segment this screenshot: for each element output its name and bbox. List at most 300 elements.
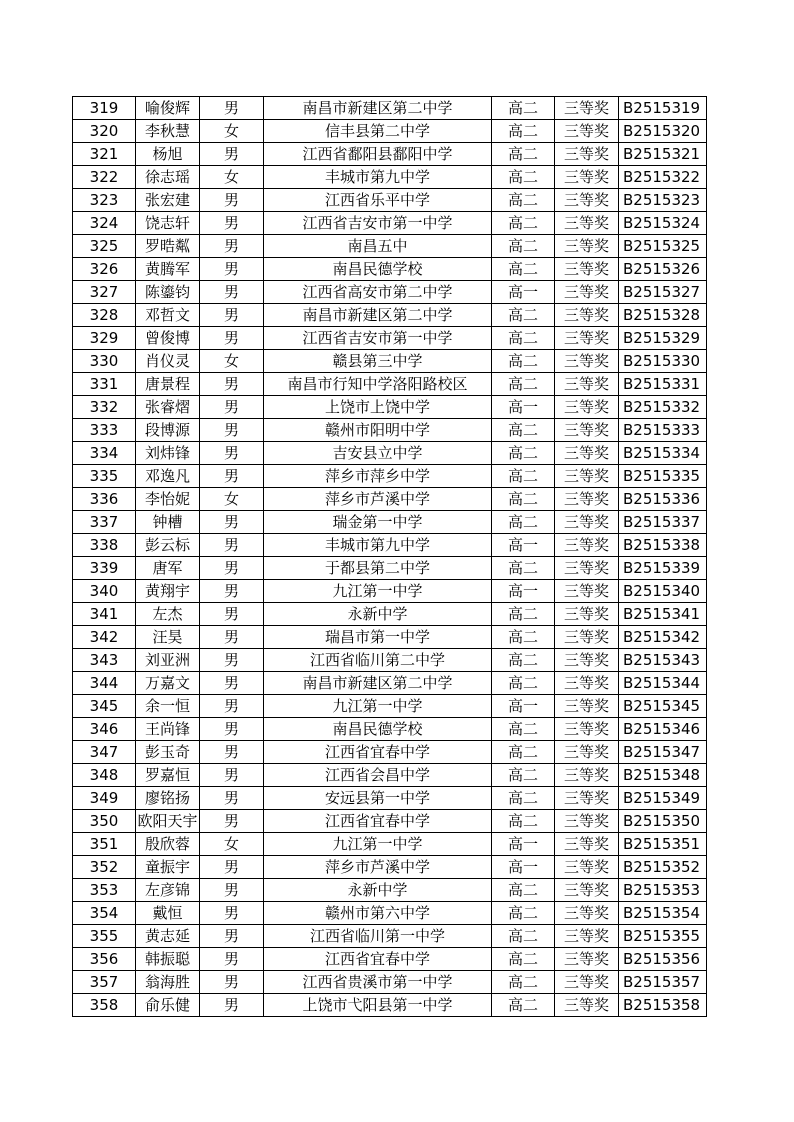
cell-rank: 331 [73, 373, 136, 396]
cell-rank: 342 [73, 626, 136, 649]
cell-gender: 男 [200, 304, 264, 327]
cell-gender: 男 [200, 695, 264, 718]
cell-cert: B2515322 [619, 166, 707, 189]
cell-rank: 357 [73, 971, 136, 994]
cell-school: 江西省会昌中学 [264, 764, 492, 787]
cell-cert: B2515329 [619, 327, 707, 350]
cell-cert: B2515331 [619, 373, 707, 396]
cell-gender: 男 [200, 511, 264, 534]
cell-school: 南昌民德学校 [264, 258, 492, 281]
cell-gender: 男 [200, 787, 264, 810]
cell-school: 九江第一中学 [264, 833, 492, 856]
cell-cert: B2515330 [619, 350, 707, 373]
cell-name: 李秋慧 [136, 120, 200, 143]
cell-cert: B2515344 [619, 672, 707, 695]
cell-grade: 高二 [492, 879, 555, 902]
cell-gender: 男 [200, 580, 264, 603]
table-row [73, 97, 707, 120]
cell-rank: 332 [73, 396, 136, 419]
cell-grade: 高二 [492, 718, 555, 741]
cell-name: 俞乐健 [136, 994, 200, 1017]
cell-award: 三等奖 [555, 695, 619, 718]
cell-name: 喻俊辉 [136, 97, 200, 120]
cell-cert: B2515357 [619, 971, 707, 994]
table-row [73, 787, 707, 810]
table-row [73, 695, 707, 718]
cell-school: 江西省乐平中学 [264, 189, 492, 212]
table-row [73, 925, 707, 948]
cell-cert: B2515325 [619, 235, 707, 258]
cell-cert: B2515332 [619, 396, 707, 419]
cell-name: 韩振聪 [136, 948, 200, 971]
cell-gender: 男 [200, 442, 264, 465]
cell-rank: 354 [73, 902, 136, 925]
cell-grade: 高二 [492, 97, 555, 120]
cell-school: 江西省贵溪市第一中学 [264, 971, 492, 994]
cell-grade: 高二 [492, 557, 555, 580]
cell-grade: 高二 [492, 143, 555, 166]
cell-rank: 335 [73, 465, 136, 488]
cell-rank: 341 [73, 603, 136, 626]
cell-award: 三等奖 [555, 741, 619, 764]
cell-name: 汪昊 [136, 626, 200, 649]
cell-cert: B2515354 [619, 902, 707, 925]
cell-grade: 高二 [492, 511, 555, 534]
cell-name: 黄志延 [136, 925, 200, 948]
cell-award: 三等奖 [555, 787, 619, 810]
cell-gender: 女 [200, 120, 264, 143]
cell-award: 三等奖 [555, 718, 619, 741]
cell-gender: 男 [200, 235, 264, 258]
cell-rank: 336 [73, 488, 136, 511]
cell-rank: 324 [73, 212, 136, 235]
cell-gender: 男 [200, 718, 264, 741]
cell-cert: B2515335 [619, 465, 707, 488]
cell-award: 三等奖 [555, 626, 619, 649]
cell-gender: 男 [200, 373, 264, 396]
cell-rank: 337 [73, 511, 136, 534]
cell-school: 九江第一中学 [264, 695, 492, 718]
table-row [73, 189, 707, 212]
cell-name: 余一恒 [136, 695, 200, 718]
cell-school: 赣州市第六中学 [264, 902, 492, 925]
cell-rank: 326 [73, 258, 136, 281]
cell-grade: 高一 [492, 580, 555, 603]
cell-award: 三等奖 [555, 396, 619, 419]
cell-gender: 男 [200, 97, 264, 120]
cell-gender: 男 [200, 971, 264, 994]
cell-gender: 男 [200, 281, 264, 304]
cell-cert: B2515340 [619, 580, 707, 603]
cell-award: 三等奖 [555, 511, 619, 534]
cell-school: 江西省吉安市第一中学 [264, 327, 492, 350]
cell-rank: 348 [73, 764, 136, 787]
cell-grade: 高二 [492, 465, 555, 488]
cell-award: 三等奖 [555, 672, 619, 695]
cell-name: 唐军 [136, 557, 200, 580]
cell-rank: 346 [73, 718, 136, 741]
cell-gender: 男 [200, 534, 264, 557]
awards-table-body [73, 97, 707, 1017]
cell-gender: 男 [200, 189, 264, 212]
cell-school: 信丰县第二中学 [264, 120, 492, 143]
table-row [73, 810, 707, 833]
cell-cert: B2515324 [619, 212, 707, 235]
cell-cert: B2515321 [619, 143, 707, 166]
cell-award: 三等奖 [555, 994, 619, 1017]
cell-rank: 353 [73, 879, 136, 902]
table-row [73, 396, 707, 419]
cell-name: 徐志瑶 [136, 166, 200, 189]
cell-school: 南昌市新建区第二中学 [264, 672, 492, 695]
cell-gender: 男 [200, 810, 264, 833]
cell-cert: B2515351 [619, 833, 707, 856]
cell-cert: B2515319 [619, 97, 707, 120]
cell-name: 饶志轩 [136, 212, 200, 235]
table-row [73, 212, 707, 235]
cell-school: 永新中学 [264, 879, 492, 902]
cell-grade: 高二 [492, 258, 555, 281]
cell-grade: 高二 [492, 925, 555, 948]
cell-cert: B2515345 [619, 695, 707, 718]
cell-grade: 高一 [492, 833, 555, 856]
cell-award: 三等奖 [555, 166, 619, 189]
cell-grade: 高二 [492, 626, 555, 649]
cell-name: 罗嘉恒 [136, 764, 200, 787]
table-row [73, 511, 707, 534]
table-row [73, 258, 707, 281]
cell-rank: 323 [73, 189, 136, 212]
cell-cert: B2515342 [619, 626, 707, 649]
cell-cert: B2515336 [619, 488, 707, 511]
cell-rank: 330 [73, 350, 136, 373]
cell-gender: 男 [200, 879, 264, 902]
cell-gender: 男 [200, 465, 264, 488]
cell-name: 刘亚洲 [136, 649, 200, 672]
table-row [73, 718, 707, 741]
cell-award: 三等奖 [555, 534, 619, 557]
cell-rank: 329 [73, 327, 136, 350]
cell-grade: 高一 [492, 695, 555, 718]
cell-school: 萍乡市芦溪中学 [264, 488, 492, 511]
cell-name: 彭玉奇 [136, 741, 200, 764]
cell-name: 彭云标 [136, 534, 200, 557]
table-row [73, 235, 707, 258]
cell-name: 张睿熠 [136, 396, 200, 419]
table-row [73, 327, 707, 350]
cell-grade: 高二 [492, 212, 555, 235]
cell-grade: 高二 [492, 902, 555, 925]
table-row [73, 534, 707, 557]
table-row [73, 649, 707, 672]
table-row [73, 971, 707, 994]
cell-gender: 男 [200, 948, 264, 971]
cell-gender: 男 [200, 741, 264, 764]
cell-award: 三等奖 [555, 925, 619, 948]
cell-name: 黄翔宇 [136, 580, 200, 603]
cell-grade: 高二 [492, 603, 555, 626]
cell-cert: B2515347 [619, 741, 707, 764]
cell-grade: 高一 [492, 856, 555, 879]
cell-school: 萍乡市芦溪中学 [264, 856, 492, 879]
cell-school: 丰城市第九中学 [264, 534, 492, 557]
table-row [73, 304, 707, 327]
cell-school: 江西省宜春中学 [264, 741, 492, 764]
cell-gender: 男 [200, 626, 264, 649]
cell-name: 邓哲文 [136, 304, 200, 327]
table-row [73, 902, 707, 925]
cell-award: 三等奖 [555, 442, 619, 465]
cell-rank: 343 [73, 649, 136, 672]
cell-school: 南昌五中 [264, 235, 492, 258]
cell-gender: 男 [200, 764, 264, 787]
cell-award: 三等奖 [555, 419, 619, 442]
cell-grade: 高二 [492, 741, 555, 764]
cell-school: 江西省宜春中学 [264, 948, 492, 971]
cell-grade: 高二 [492, 419, 555, 442]
cell-rank: 344 [73, 672, 136, 695]
cell-grade: 高二 [492, 373, 555, 396]
cell-school: 南昌市新建区第二中学 [264, 97, 492, 120]
cell-cert: B2515339 [619, 557, 707, 580]
awards-table [72, 96, 707, 1017]
cell-cert: B2515356 [619, 948, 707, 971]
cell-name: 刘炜锋 [136, 442, 200, 465]
table-row [73, 143, 707, 166]
cell-rank: 319 [73, 97, 136, 120]
cell-grade: 高二 [492, 166, 555, 189]
table-row [73, 281, 707, 304]
cell-gender: 男 [200, 994, 264, 1017]
cell-award: 三等奖 [555, 856, 619, 879]
cell-school: 江西省临川第一中学 [264, 925, 492, 948]
cell-name: 殷欣蓉 [136, 833, 200, 856]
cell-school: 吉安县立中学 [264, 442, 492, 465]
cell-name: 钟槽 [136, 511, 200, 534]
cell-gender: 男 [200, 212, 264, 235]
cell-rank: 340 [73, 580, 136, 603]
cell-rank: 321 [73, 143, 136, 166]
cell-gender: 男 [200, 649, 264, 672]
cell-name: 杨旭 [136, 143, 200, 166]
cell-name: 童振宇 [136, 856, 200, 879]
cell-cert: B2515355 [619, 925, 707, 948]
cell-school: 赣县第三中学 [264, 350, 492, 373]
cell-school: 江西省吉安市第一中学 [264, 212, 492, 235]
cell-grade: 高二 [492, 787, 555, 810]
table-row [73, 442, 707, 465]
cell-grade: 高二 [492, 810, 555, 833]
cell-school: 丰城市第九中学 [264, 166, 492, 189]
cell-rank: 345 [73, 695, 136, 718]
cell-grade: 高二 [492, 488, 555, 511]
table-row [73, 488, 707, 511]
cell-gender: 男 [200, 925, 264, 948]
cell-award: 三等奖 [555, 557, 619, 580]
cell-award: 三等奖 [555, 810, 619, 833]
table-row [73, 580, 707, 603]
cell-grade: 高二 [492, 649, 555, 672]
cell-rank: 338 [73, 534, 136, 557]
cell-name: 黄腾军 [136, 258, 200, 281]
cell-cert: B2515327 [619, 281, 707, 304]
cell-name: 陈鎏钧 [136, 281, 200, 304]
cell-cert: B2515352 [619, 856, 707, 879]
cell-award: 三等奖 [555, 350, 619, 373]
cell-grade: 高二 [492, 994, 555, 1017]
cell-grade: 高二 [492, 442, 555, 465]
cell-name: 肖仪灵 [136, 350, 200, 373]
cell-name: 张宏建 [136, 189, 200, 212]
cell-award: 三等奖 [555, 258, 619, 281]
table-row [73, 672, 707, 695]
table-row [73, 350, 707, 373]
cell-award: 三等奖 [555, 120, 619, 143]
cell-school: 于都县第二中学 [264, 557, 492, 580]
cell-school: 江西省宜春中学 [264, 810, 492, 833]
cell-award: 三等奖 [555, 235, 619, 258]
table-row [73, 948, 707, 971]
cell-school: 南昌民德学校 [264, 718, 492, 741]
cell-cert: B2515328 [619, 304, 707, 327]
cell-grade: 高二 [492, 120, 555, 143]
cell-school: 瑞金第一中学 [264, 511, 492, 534]
cell-school: 萍乡市萍乡中学 [264, 465, 492, 488]
cell-school: 九江第一中学 [264, 580, 492, 603]
cell-rank: 327 [73, 281, 136, 304]
cell-award: 三等奖 [555, 764, 619, 787]
cell-cert: B2515353 [619, 879, 707, 902]
cell-rank: 334 [73, 442, 136, 465]
cell-rank: 355 [73, 925, 136, 948]
cell-cert: B2515333 [619, 419, 707, 442]
table-row [73, 764, 707, 787]
table-row [73, 419, 707, 442]
cell-award: 三等奖 [555, 143, 619, 166]
cell-name: 王尚锋 [136, 718, 200, 741]
cell-rank: 320 [73, 120, 136, 143]
cell-award: 三等奖 [555, 649, 619, 672]
cell-school: 南昌市新建区第二中学 [264, 304, 492, 327]
cell-gender: 男 [200, 902, 264, 925]
cell-school: 赣州市阳明中学 [264, 419, 492, 442]
cell-gender: 男 [200, 672, 264, 695]
cell-gender: 男 [200, 856, 264, 879]
cell-award: 三等奖 [555, 327, 619, 350]
cell-name: 左杰 [136, 603, 200, 626]
cell-name: 万嘉文 [136, 672, 200, 695]
cell-gender: 男 [200, 557, 264, 580]
cell-rank: 333 [73, 419, 136, 442]
cell-award: 三等奖 [555, 212, 619, 235]
cell-gender: 男 [200, 603, 264, 626]
cell-gender: 男 [200, 143, 264, 166]
cell-name: 邓逸凡 [136, 465, 200, 488]
cell-cert: B2515337 [619, 511, 707, 534]
cell-name: 唐景程 [136, 373, 200, 396]
table-row [73, 120, 707, 143]
cell-school: 江西省临川第二中学 [264, 649, 492, 672]
cell-grade: 高一 [492, 534, 555, 557]
cell-rank: 325 [73, 235, 136, 258]
cell-grade: 高一 [492, 396, 555, 419]
cell-school: 安远县第一中学 [264, 787, 492, 810]
cell-award: 三等奖 [555, 488, 619, 511]
cell-name: 李怡妮 [136, 488, 200, 511]
cell-award: 三等奖 [555, 879, 619, 902]
cell-rank: 352 [73, 856, 136, 879]
cell-school: 上饶市上饶中学 [264, 396, 492, 419]
cell-award: 三等奖 [555, 603, 619, 626]
cell-name: 段博源 [136, 419, 200, 442]
cell-cert: B2515341 [619, 603, 707, 626]
cell-gender: 男 [200, 419, 264, 442]
cell-grade: 高二 [492, 764, 555, 787]
cell-award: 三等奖 [555, 971, 619, 994]
cell-gender: 男 [200, 327, 264, 350]
table-row [73, 879, 707, 902]
cell-grade: 高二 [492, 948, 555, 971]
cell-cert: B2515349 [619, 787, 707, 810]
cell-name: 戴恒 [136, 902, 200, 925]
cell-grade: 高二 [492, 672, 555, 695]
cell-school: 上饶市弋阳县第一中学 [264, 994, 492, 1017]
table-row [73, 373, 707, 396]
cell-cert: B2515326 [619, 258, 707, 281]
cell-grade: 高一 [492, 281, 555, 304]
cell-cert: B2515323 [619, 189, 707, 212]
cell-award: 三等奖 [555, 833, 619, 856]
cell-rank: 328 [73, 304, 136, 327]
cell-award: 三等奖 [555, 281, 619, 304]
table-row [73, 741, 707, 764]
cell-grade: 高二 [492, 189, 555, 212]
cell-gender: 男 [200, 396, 264, 419]
cell-grade: 高二 [492, 350, 555, 373]
cell-school: 南昌市行知中学洛阳路校区 [264, 373, 492, 396]
cell-award: 三等奖 [555, 373, 619, 396]
cell-cert: B2515334 [619, 442, 707, 465]
cell-rank: 356 [73, 948, 136, 971]
cell-rank: 339 [73, 557, 136, 580]
cell-cert: B2515320 [619, 120, 707, 143]
table-row [73, 626, 707, 649]
table-row [73, 833, 707, 856]
table-row [73, 994, 707, 1017]
cell-award: 三等奖 [555, 580, 619, 603]
table-row [73, 856, 707, 879]
cell-cert: B2515348 [619, 764, 707, 787]
cell-rank: 349 [73, 787, 136, 810]
cell-cert: B2515346 [619, 718, 707, 741]
table-row [73, 465, 707, 488]
cell-award: 三等奖 [555, 902, 619, 925]
cell-rank: 322 [73, 166, 136, 189]
cell-rank: 347 [73, 741, 136, 764]
cell-award: 三等奖 [555, 948, 619, 971]
cell-award: 三等奖 [555, 189, 619, 212]
cell-grade: 高二 [492, 304, 555, 327]
cell-name: 廖铭扬 [136, 787, 200, 810]
table-row [73, 603, 707, 626]
cell-grade: 高二 [492, 971, 555, 994]
cell-grade: 高二 [492, 327, 555, 350]
cell-cert: B2515350 [619, 810, 707, 833]
cell-cert: B2515343 [619, 649, 707, 672]
cell-gender: 男 [200, 258, 264, 281]
cell-school: 江西省鄱阳县鄱阳中学 [264, 143, 492, 166]
cell-gender: 女 [200, 350, 264, 373]
